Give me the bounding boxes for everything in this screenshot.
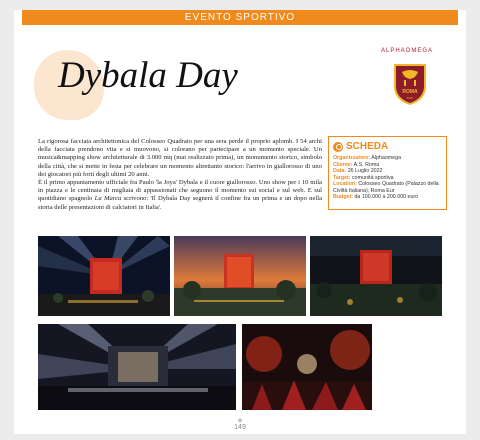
section-label: EVENTO SPORTIVO [184,12,296,23]
scheda-row: Target: comunità sportiva [333,174,394,181]
scheda-icon [333,142,343,152]
photo-colosseo-aerial-night [310,236,442,316]
page-number-text: 149 [234,424,246,431]
crest-year: 1927 [406,96,414,100]
crest-text: ROMA [402,89,418,95]
scheda-row: Location: Colosseo Quadrato (Palazzo della Civiltà Italiana), Roma Eur [333,181,439,194]
scheda-header [333,141,388,152]
scheda-rows [333,155,445,201]
scheda-title: SCHEDA [346,141,389,152]
article-body: La rigorosa facciata architettonica del Colosseo Quadrato per una sera perde il proprio aplomb. I 54 archi della facciata prendono vita e si muovono, si colorano per partecipare a un momento speciale. Un musica&mapping show architetturale di 3.000 mq (mai realizzato prima), un monumento storico, simbolo della città, che si mette in festa per celebrare un momento altrettanto storico: l'arrivo in giallorosso di uno dei giocatori più forti degli ultimi 20 anni. È il primo appuntamento ufficiale fra Paulo 'la Joya' Dybala e il cuore giallorosso. Uno show per i 10 mila in piazza e le centinaia di migliaia di appassionati che seguono il momento sui social e sul web. E sul quotidiano spagnolo La Marca scrivono: 'Il Dybala Day segnerà il confine fra un prima e un dopo nella storia delle presentazioni di calciatori in Italia'. [38,138,322,211]
photo-crowd-red-lights [242,324,372,410]
alphaomega-logo: ALPHAOMEGA [381,48,434,54]
photo-stage-light-show [38,324,236,410]
page-title: Dybala Day [58,55,238,96]
photo-colosseo-light-beams [38,236,170,316]
scheda-row: Data: 26 Luglio 2022 [333,168,383,174]
as-roma-crest-icon [392,62,428,106]
photo-colosseo-sunset [174,236,306,316]
page-number [0,418,480,431]
scheda-row: Organizzatore: Alphaomega [333,155,402,161]
scheda-row: Budget: da 100.000 a 200.000 euro [333,194,419,200]
scheda-row: Cliente: A.S. Roma [333,161,380,168]
page-marker-icon: ◆ [237,418,243,424]
section-banner [22,10,458,25]
scheda-box [328,136,447,210]
